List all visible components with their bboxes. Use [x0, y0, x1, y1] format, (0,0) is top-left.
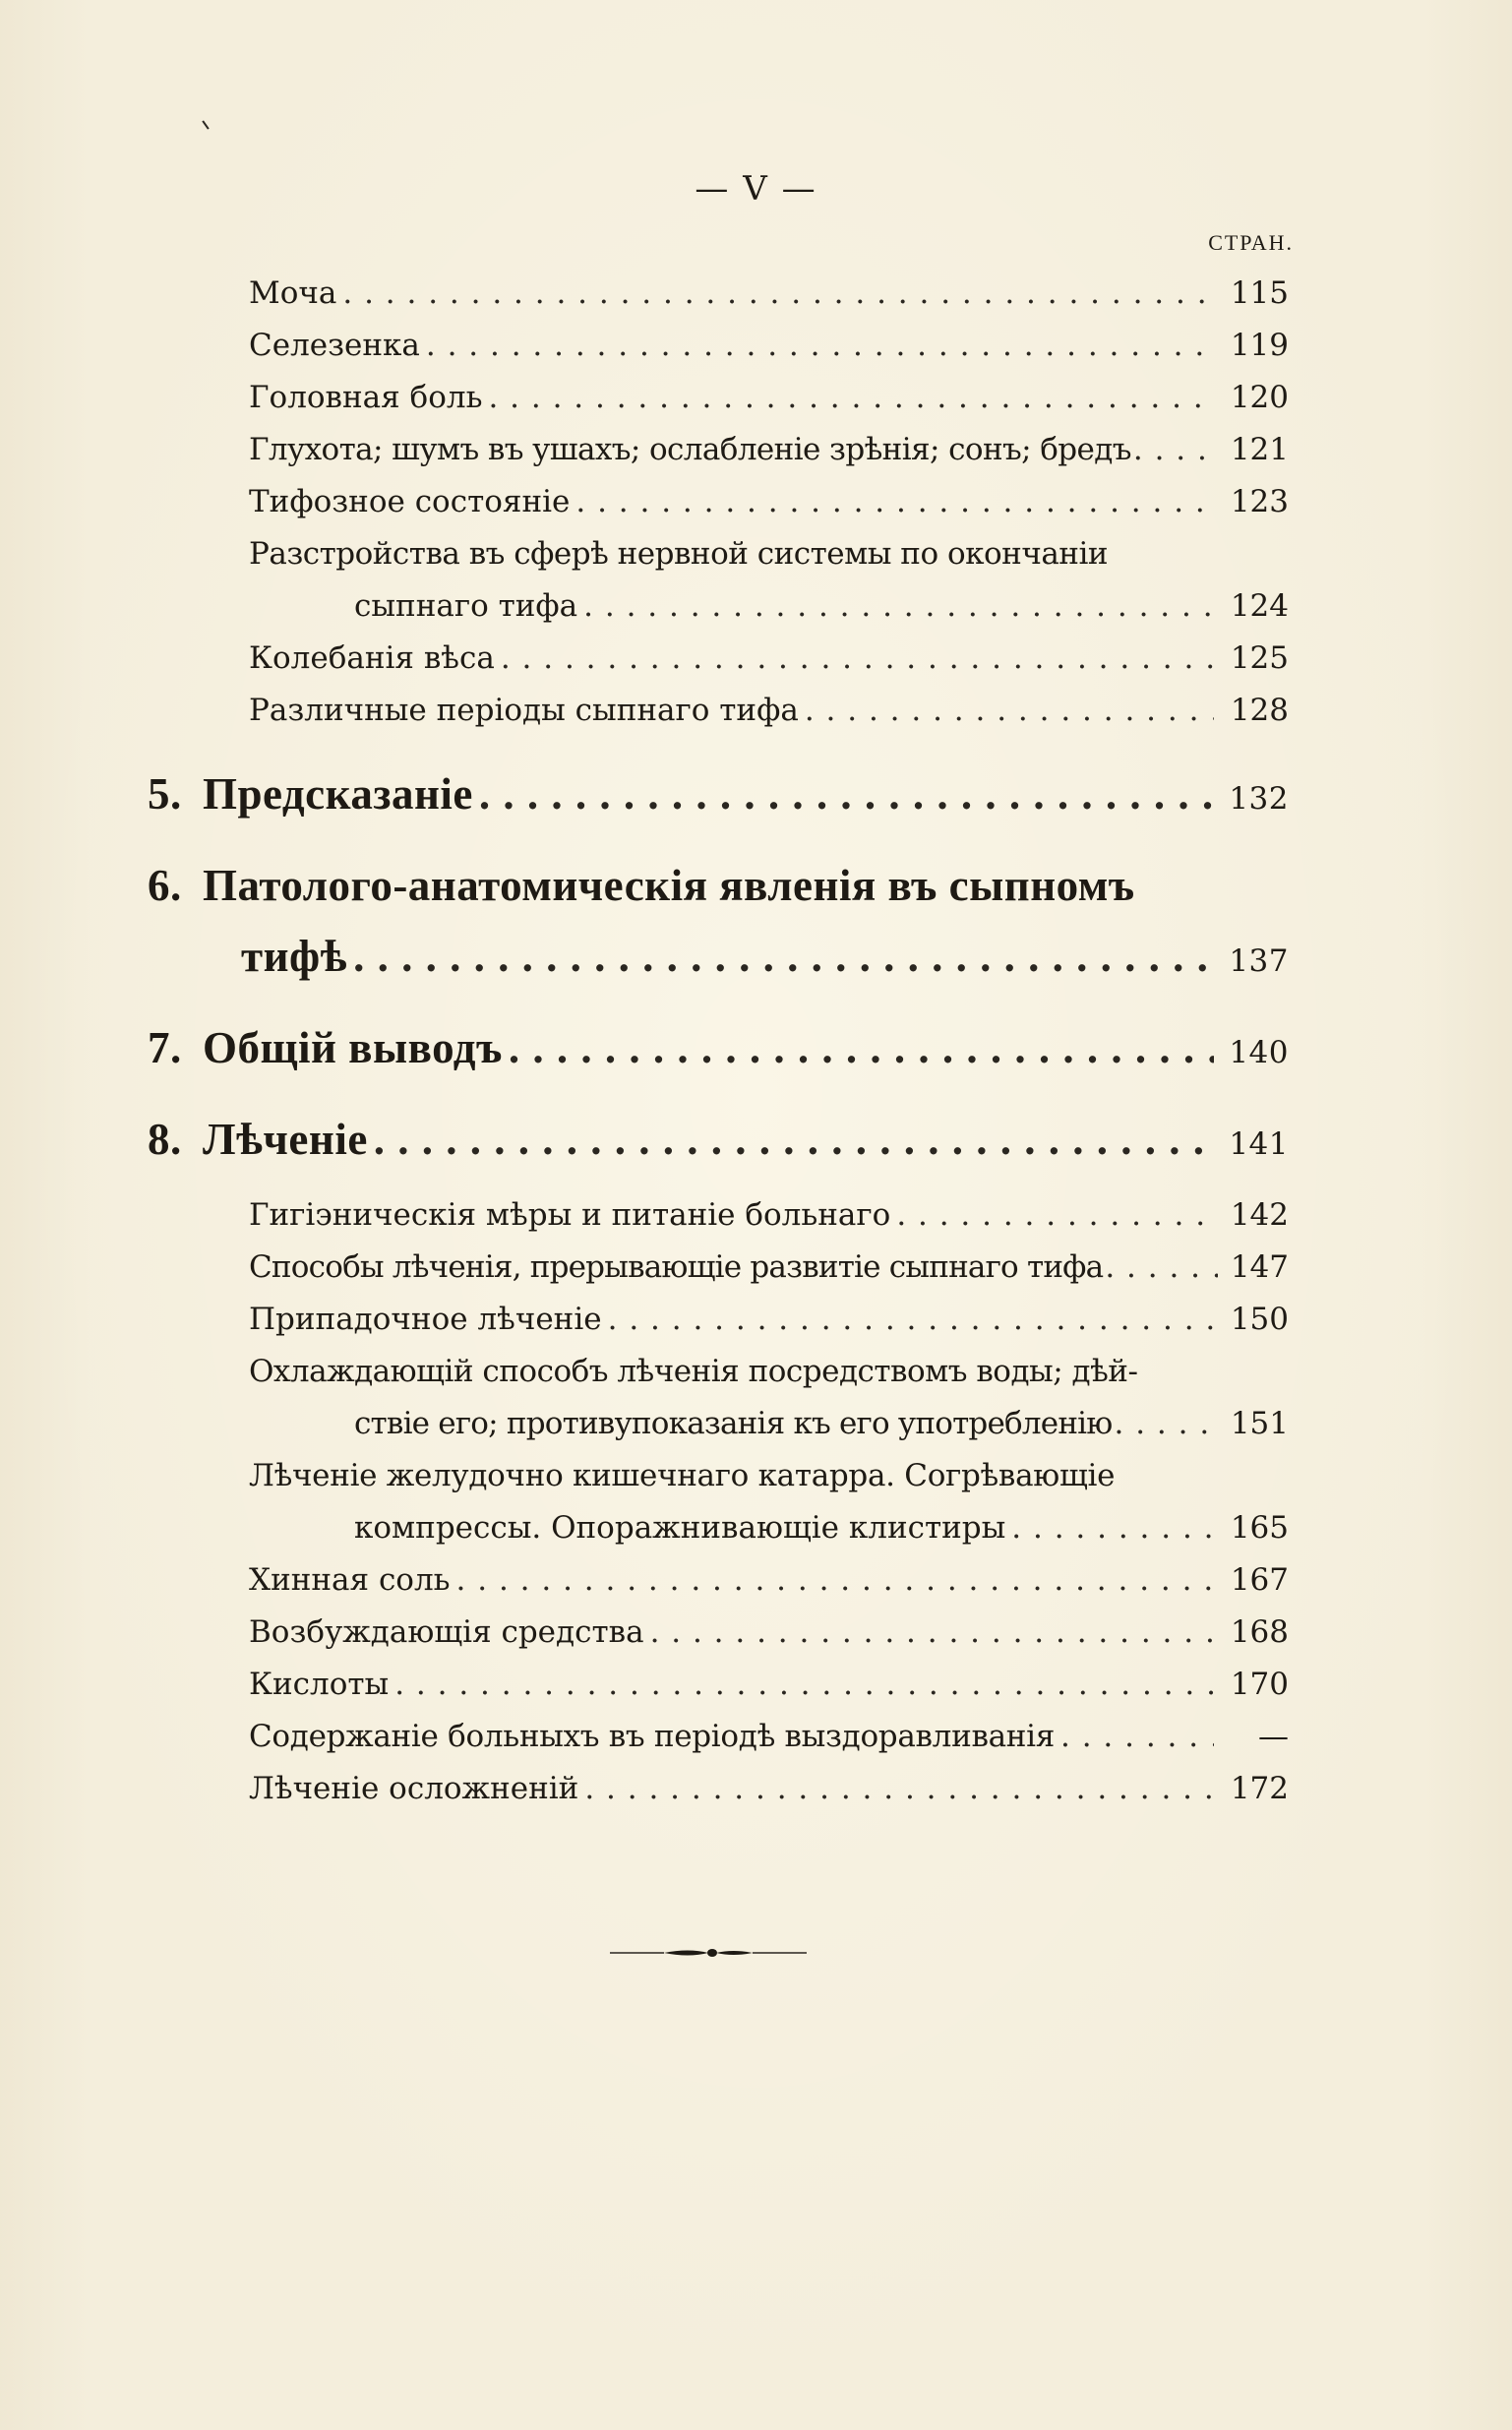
toc-entry-page: 142 [1230, 1197, 1289, 1233]
toc-entry-label: Селезенка [249, 328, 420, 363]
dot-leader [650, 1607, 1214, 1659]
toc-entry-label-line1: Охлаждающій способъ лѣченія посредствомъ воды; дѣй- [249, 1354, 1138, 1389]
toc-entry-label: Кислоты [249, 1667, 390, 1702]
toc-section-number: 7. [148, 1023, 182, 1072]
toc-entry-label: Моча [249, 275, 337, 311]
toc-section-number: 5. [148, 769, 182, 819]
toc-entry [249, 476, 1289, 528]
toc-entry-label: ствіе его; противупоказанія къ его употребленію [354, 1406, 1113, 1441]
toc-entry-page: 115 [1230, 275, 1289, 311]
toc-entry-page: 172 [1230, 1771, 1289, 1806]
toc-entry-label: Хинная соль [249, 1562, 451, 1598]
toc-section-page: 137 [1229, 943, 1289, 979]
dot-leader [584, 1763, 1214, 1815]
toc-entry-label-line1: Разстройства въ сферѣ нервной системы по окончаніи [249, 536, 1109, 572]
dot-leader [1133, 424, 1218, 476]
toc-section-title: Общій выводъ [203, 1023, 503, 1072]
toc-entry-page: 125 [1230, 640, 1289, 676]
dot-leader [1115, 1398, 1219, 1450]
toc-section-page: 132 [1229, 781, 1289, 817]
dot-leader [394, 1659, 1214, 1711]
toc-entry [249, 1242, 1289, 1294]
dot-leader [509, 1012, 1214, 1083]
dot-leader [374, 1104, 1214, 1175]
toc-entry-label: Способы лѣченія, прерывающіе развитіе сыпнаго тифа [249, 1249, 1104, 1285]
toc-section-title: Предсказаніе [203, 769, 473, 819]
toc-entry [249, 372, 1289, 424]
toc-entry [249, 1659, 1289, 1711]
toc-entry-page: 120 [1230, 380, 1289, 415]
toc-entry-label: Глухота; шумъ въ ушахъ; ослабленіе зрѣнія; сонъ; бредъ [249, 432, 1131, 467]
toc-entry [249, 1607, 1289, 1659]
dot-leader [1060, 1711, 1214, 1763]
toc-entry [249, 1763, 1289, 1815]
stray-mark [202, 120, 209, 129]
toc-entry [249, 685, 1289, 737]
toc-section [148, 1012, 1289, 1088]
toc-entry [249, 1554, 1289, 1607]
toc-entry [249, 633, 1289, 685]
toc-entry-page: 165 [1230, 1510, 1289, 1546]
toc-entry-label: сыпнаго тифа [354, 588, 578, 624]
toc-section-line1 [148, 850, 1289, 921]
toc-entry [249, 320, 1289, 372]
toc-entry-page: 167 [1230, 1562, 1289, 1598]
dot-leader [805, 685, 1214, 737]
toc-entry-label: Головная боль [249, 380, 483, 415]
toc-entry [249, 268, 1289, 320]
dot-leader [488, 372, 1214, 424]
toc-entry-label: Возбуждающія средства [249, 1614, 644, 1650]
toc-section-title: Патолого-анатомическія явленія въ сыпномъ [203, 861, 1135, 910]
toc-entry [249, 1189, 1289, 1242]
toc-section [148, 759, 1289, 834]
dot-leader [1105, 1242, 1218, 1294]
toc-entry-page: — [1258, 1719, 1289, 1754]
running-head: — V — [695, 169, 817, 209]
dot-leader [479, 759, 1214, 829]
toc-entry-label-line1: Лѣченіе желудочно кишечнаго катарра. Согрѣвающіе [249, 1458, 1116, 1493]
page-column-header: СТРАН. [1208, 230, 1294, 255]
toc-section [241, 921, 1289, 997]
dot-leader [426, 320, 1214, 372]
dot-leader [896, 1189, 1214, 1242]
dot-leader [456, 1554, 1214, 1607]
toc-entry-label: Колебанія вѣса [249, 640, 495, 676]
toc-section-number: 6. [148, 861, 182, 910]
toc-section [148, 1104, 1289, 1180]
dot-leader [608, 1294, 1214, 1346]
toc-entry-label: Гигіэническія мѣры и питаніе больнаго [249, 1197, 891, 1233]
dot-leader [342, 268, 1214, 320]
table-of-contents [148, 268, 1289, 1815]
toc-entry-page: 119 [1230, 328, 1289, 363]
toc-entry [249, 424, 1289, 476]
toc-entry-label: Лѣченіе осложненій [249, 1771, 579, 1806]
toc-entry [354, 1398, 1289, 1450]
toc-entry-label: Различные періоды сыпнаго тифа [249, 693, 799, 728]
dot-leader [353, 921, 1214, 992]
toc-section-page: 141 [1229, 1126, 1289, 1162]
toc-entry-label: Тифозное состояніе [249, 484, 571, 519]
ornament-divider-icon [610, 1946, 807, 1960]
dot-leader [1011, 1502, 1214, 1554]
toc-entry-label: компрессы. Опоражнивающіе клистиры [354, 1510, 1006, 1546]
toc-entry-page: 124 [1230, 588, 1289, 624]
toc-entry-page: 128 [1230, 693, 1289, 728]
toc-entry-page: 168 [1230, 1614, 1289, 1650]
toc-entry-label: Припадочное лѣченіе [249, 1302, 602, 1337]
toc-section-page: 140 [1229, 1035, 1289, 1070]
toc-entry [354, 580, 1289, 633]
toc-entry-page: 121 [1230, 432, 1289, 467]
toc-entry [249, 1711, 1289, 1763]
toc-entry-page: 123 [1230, 484, 1289, 519]
toc-entry-page: 170 [1230, 1667, 1289, 1702]
toc-entry-page: 150 [1230, 1302, 1289, 1337]
toc-entry-page: 151 [1230, 1406, 1289, 1441]
toc-section-title: тифѣ [241, 932, 348, 981]
toc-entry [354, 1502, 1289, 1554]
toc-section-title: Лѣченіе [203, 1115, 368, 1164]
toc-entry-label: Содержаніе больныхъ въ періодѣ выздоравливанія [249, 1719, 1056, 1754]
dot-leader [501, 633, 1214, 685]
toc-entry [249, 1294, 1289, 1346]
dot-leader [575, 476, 1214, 528]
toc-entry-page: 147 [1230, 1249, 1289, 1285]
dot-leader [583, 580, 1214, 633]
toc-section-number: 8. [148, 1115, 182, 1164]
